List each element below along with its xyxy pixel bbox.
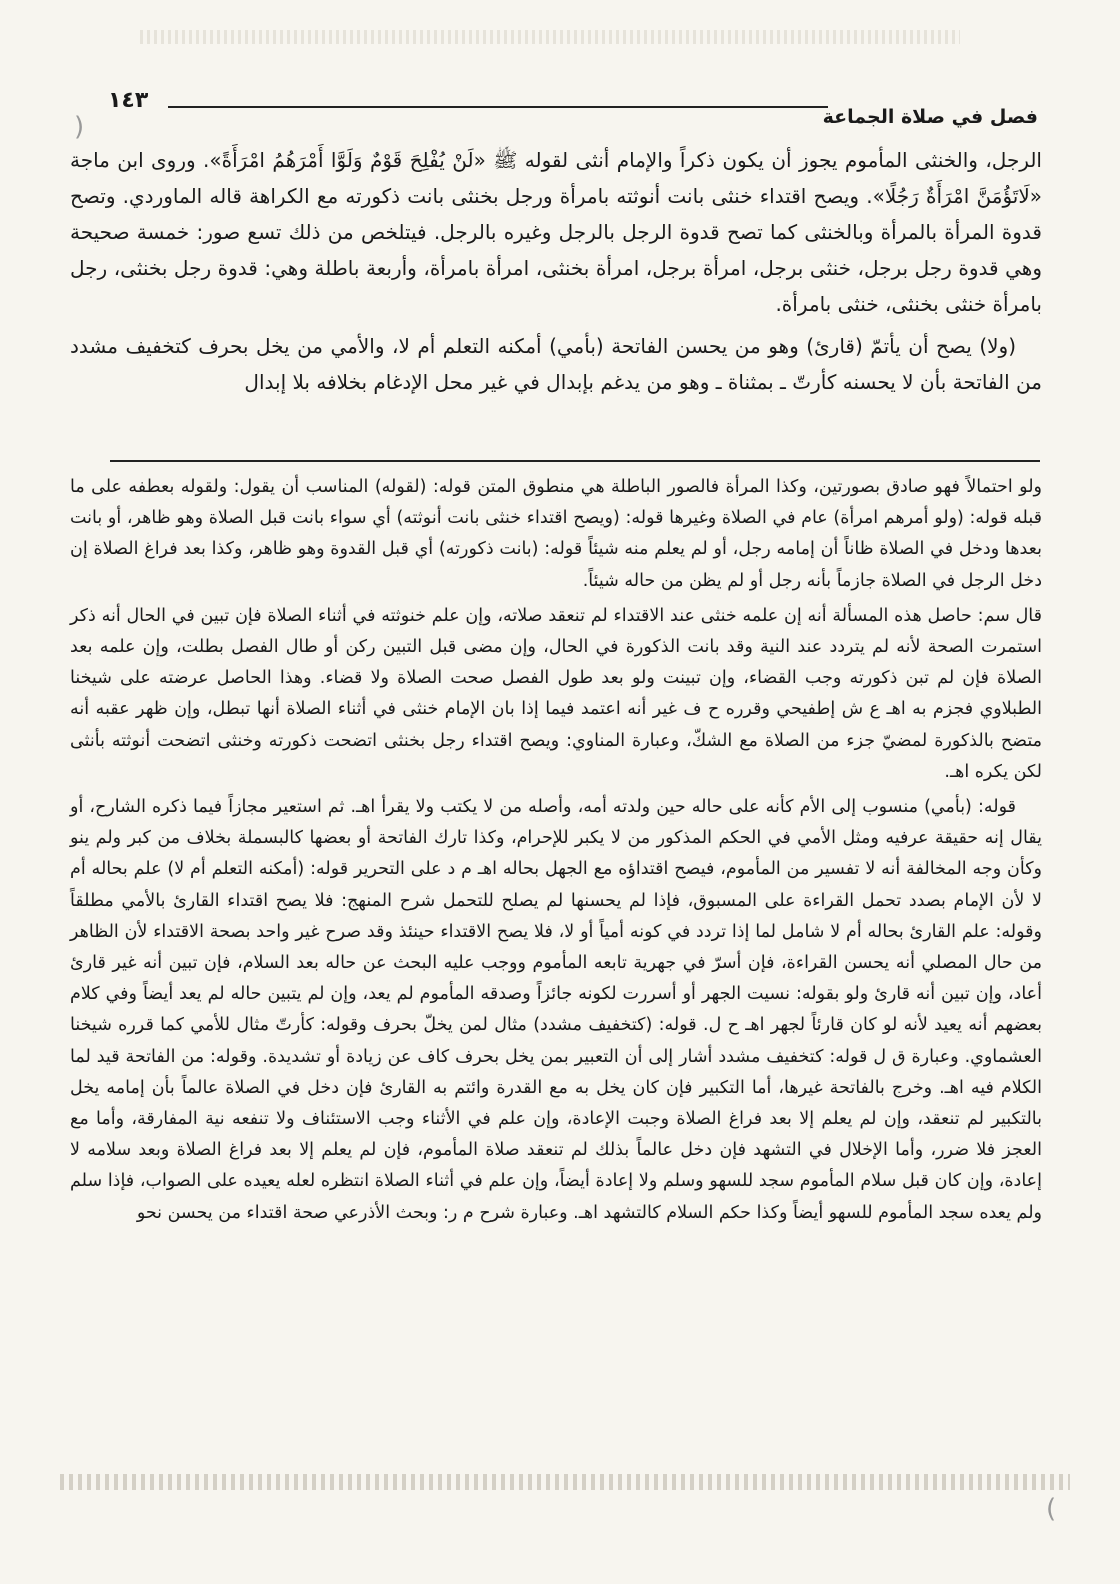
scan-edge-top [140, 30, 960, 44]
commentary-paragraph-3: قوله: (بأمي) منسوب إلى الأم كأنه على حاله حين ولدته أمه، وأصله من لا يكتب ولا يقرأ اهـ. ثم استعير مجازاً فيما ذكره الشارح، أو يقال إنه حقيقة عرفيه ومثل الأمي في الحكم المذكور من لا يكبر للإحرام، وكذا تارك الفاتحة أو بعضها كالبسملة بخلاف من كبر ولم ينو وكأن وجه المخالفة أنه لا تفسير من المأموم، فيصح اقتداؤه مع الجهل بحاله اهـ م د على التحرير قوله: (أمكنه التعلم أم لا) علم بحاله أم لا لأن الإمام بصدد تحمل القراءة على المسبوق، فإذا لم يحسنها لم يصلح للتحمل شرح المنهج: فلا يصح اقتداء القارئ بالأمي مطلقاً وقوله: علم القارئ بحاله أم لا شامل لما إذا تردد في كونه أمياً أو لا، فلا يصح الاقتداء حينئذ وقد صرح غير واحد بصحة الاقتداء لأن الظاهر من حال المصلي أنه يحسن القراءة، فإن أسرّ في جهرية تابعه المأموم ووجب عليه البحث عن حاله بعد السلام، فإن تبين أنه غير قارئ أعاد، وإن تبين أنه قارئ ولو بقوله: نسيت الجهر أو أسررت لكونه جائزاً وصدقه المأموم لم يعد، وإن لم يتبين حاله لم يعد أيضاً وفي كلام بعضهم أنه يعيد لأنه لو كان قارئاً لجهر اهـ ح ل. قوله: (كتخفيف مشدد) مثال لمن يخلّ بحرف وقوله: كأرتّ مثال للأمي كما قرره شيخنا العشماوي. وعبارة ق ل قوله: كتخفيف مشدد أشار إلى أن التعبير بمن يخل بحرف كاف عن زيادة أو تشديدة. وقوله: من الفاتحة قيد لما الكلام فيه اهـ. وخرج بالفاتحة غيرها، أما التكبير فإن كان يخل به مع القدرة وائتم به القارئ فإن دخل في الصلاة عالماً بأن إمامه يخل بالتكبير لم تنعقد، وإن لم يعلم إلا بعد فراغ الصلاة وجبت الإعادة، وإن علم في الأثناء وجب الاستئناف ولا تنفعه نية المفارقة، وأما مع العجز فلا ضرر، وأما الإخلال في التشهد فإن دخل عالماً بذلك لم تنعقد صلاة المأموم، فإن لم يعلم إلا بعد فراغ الصلاة وبعد سلامه لا إعادة، وإن كان قبل سلام المأموم سجد للسهو وسلم ولا إعادة أيضاً، وإن علم في أثناء الصلاة انتظره لعله يعيده على الصواب، فإذا سلم ولم يعده سجد المأموم للسهو أيضاً وكذا حكم السلام كالتشهد اهـ. وعبارة شرح م ر: وبحث الأذرعي صحة اقتداء من يحسن نحو [70, 797, 1042, 1223]
main-paragraph-1: الرجل، والخنثى المأموم يجوز أن يكون ذكراً والإمام أنثى لقوله ﷺ «لَنْ يُفْلِحَ قَوْمٌ وَلَوَّا أَمْرَهُمُ امْرَأَةً». وروى ابن ماجة «لَاتَؤُمَنَّ امْرَأَةٌ رَجُلًا». ويصح اقتداء خنثى بانت أنوثته بامرأة ورجل بخنثى بانت ذكورته مع الكراهة قاله الماوردي. وتصح قدوة المرأة بالمرأة وبالخنثى كما تصح قدوة الرجل بالرجل وغيره بالرجل. فيتلخص من ذلك تسع صور: خمسة صحيحة وهي قدوة رجل برجل، خنثى برجل، امرأة برجل، امرأة بخنثى، امرأة بامرأة، وأربعة باطلة وهي: قدوة رجل بخنثى، رجل بامرأة خنثى بخنثى، خنثى بامرأة. [70, 148, 1042, 316]
footnote-divider [110, 460, 1040, 462]
page-header [108, 88, 1038, 128]
commentary-text [70, 472, 1042, 1233]
main-text [70, 142, 1042, 406]
chapter-title: فصل في صلاة الجماعة [822, 106, 1038, 128]
margin-bracket-icon: ) [1046, 1494, 1057, 1524]
main-paragraph-2: (ولا) يصح أن يأتمّ (قارئ) وهو من يحسن الفاتحة (بأمي) أمكنه التعلم أم لا، والأمي من يخل بحرف كتخفيف مشدد من الفاتحة بأن لا يحسنه كأرتّ ـ بمثناة ـ وهو من يدغم بإبدال في غير محل الإدغام بخلافه بلا إبدال [70, 334, 1042, 394]
page-number: ١٤٣ [108, 88, 149, 113]
commentary-paragraph-2: قال سم: حاصل هذه المسألة أنه إن علمه خنثى عند الاقتداء لم تنعقد صلاته، وإن علم خنوثته في أثناء الصلاة فإن تبين في الحال أنه ذكر استمرت الصحة لأنه لم يتردد عند النية وقد بانت الذكورة في الحال، وإن مضى قبل التبين ركن أو طال الفصل بطلت، وإن علمه بعد الصلاة فإن لم تبن ذكورته وجب القضاء، وإن تبينت ولو بعد طول الفصل صحت الصلاة ولا قضاء. وهذا الحاصل عرضته على شيخنا الطبلاوي فجزم به اهـ ع ش إطفيحي وقرره ح ف غير أنه اعتمد فيما إذا بان الإمام خنثى في أثناء الصلاة أنها تبطل، وإن ظهر عقبه أنه متضح بالذكورة لمضيّ جزء من الصلاة مع الشكّ، وعبارة المناوي: ويصح اقتداء رجل بخنثى اتضحت ذكورته وخنثى اتضحت أنوثته بأنثى لكن يكره اهـ. [70, 605, 1042, 782]
header-rule [168, 106, 828, 108]
margin-bracket-icon: ( [74, 112, 85, 142]
scan-edge-bottom [60, 1474, 1070, 1490]
commentary-paragraph-1: ولو احتمالاً فهو صادق بصورتين، وكذا المرأة فالصور الباطلة هي منطوق المتن قوله: (لقوله) المناسب أن يقول: ولقوله بعطفه على ما قبله قوله: (ولو أمرهم امرأة) عام في الصلاة وغيرها قوله: (ويصح اقتداء خنثى بانت أنوثته) أي سواء بانت قبل الصلاة وهو ظاهر، أو بانت بعدها ودخل في الصلاة ظاناً أن إمامه رجل، أو لم يعلم منه شيئاً قوله: (بانت ذكورته) أي قبل القدوة وهو ظاهر، وكذا بعد فراغ الصلاة إن دخل الرجل في الصلاة جازماً بأنه رجل أو لم يظن من حاله شيئاً. [70, 477, 1042, 591]
